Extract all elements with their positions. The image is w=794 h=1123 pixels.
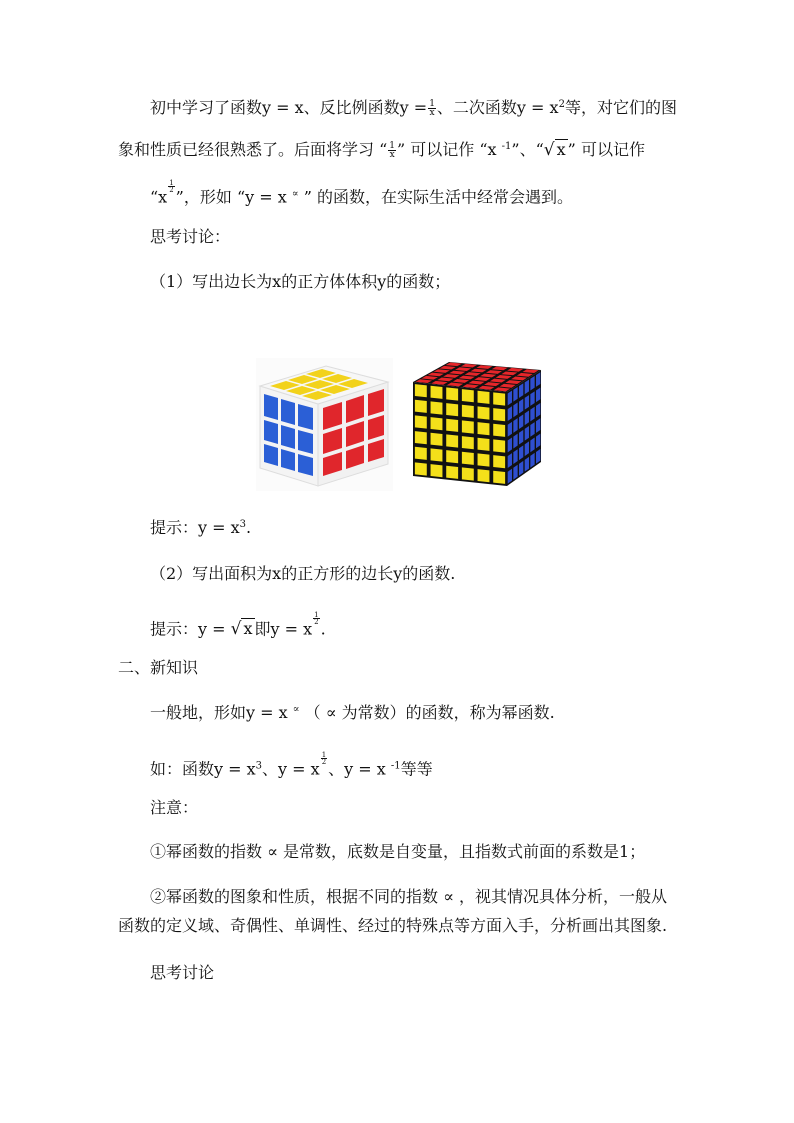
intro-line-2: 象和性质已经很熟悉了。后面将学习 “ $\frac{1}{x}$ ” 可以记作 “x $^{-1}$”、“√ x ” 可以记作 [118,140,645,160]
definition: 一般地，形如y = x ∝ （ ∝ 为常数）的函数，称为幂函数. [150,703,555,722]
fraction-one-half: 1 2 [169,179,174,194]
question-1: （1）写出边长为x的正方体体积y的函数； [150,272,451,291]
example: 如：函数$y = x^3$、y = x $^{\frac{1}{2}}$ 、y = x $^{-1}$等等 [150,751,433,779]
note-1: ①幂函数的指数 ∝ 是常数，底数是自变量，且指数式前面的系数是1； [150,842,646,861]
think-discuss-label: 思考讨论： [150,227,231,246]
question-2: （2）写出面积为x的正方形的边长y的函数. [150,564,456,583]
exponent: -1 [390,760,401,772]
rubik-cube-3x3-icon [256,358,393,491]
sqrt-icon: √ x [543,140,566,160]
alpha-symbol: ∝ [291,188,299,200]
intro-text: 初中学习了函数y = x、反比例函数y = [150,98,428,117]
fraction-one-half: 1 2 [314,611,319,626]
rubik-cube-6x6-icon [409,358,546,491]
alpha-symbol: ∝ [267,842,278,861]
fraction-one-over-x: $\frac{1}{x}$ [389,141,396,160]
fraction-one-over-x: $\frac{1}{x}$ [429,99,435,118]
alpha-symbol: ∝ [292,704,300,715]
note-2: ②幂函数的图象和性质，根据不同的指数 ∝ ，视其情况具体分析，一般从 [150,887,668,906]
sqrt-icon: √ x [230,619,253,640]
exponent: 2 [558,99,565,110]
intro-line-1: 初中学习了函数y = x、反比例函数y = $\frac{1}{x}$ 、二次函数$y = x^2$等，对它们的图 [150,98,677,118]
rubik-cube-3x3-image [256,358,393,491]
hint-1: 提示：$y = x^3$. [150,518,252,537]
note-label: 注意： [150,798,199,817]
exponent: 3 [239,519,247,530]
note-2-continued: 函数的定义域、奇偶性、单调性、经过的特殊点等方面入手，分析画出其图象. [118,916,668,935]
alpha-symbol: ∝ [325,703,337,722]
rubik-cube-6x6-image [409,358,546,491]
section-heading: 二、新知识 [118,658,199,677]
hint-2: 提示：y = √ x 即y = x $^{\frac{1}{2}}$ . [150,611,326,640]
think-discuss-label-2: 思考讨论 [150,963,215,982]
intro-line-3: “x $^{\frac{1}{2}}$ ”，形如 “y = x ∝ ” 的函数，在实际生活中经常会遇到。 [150,179,573,207]
exponent: -1 [501,141,512,152]
fraction-one-half: 1 2 [321,751,327,766]
alpha-symbol: ∝ [443,887,454,906]
exponent: 3 [255,760,263,772]
